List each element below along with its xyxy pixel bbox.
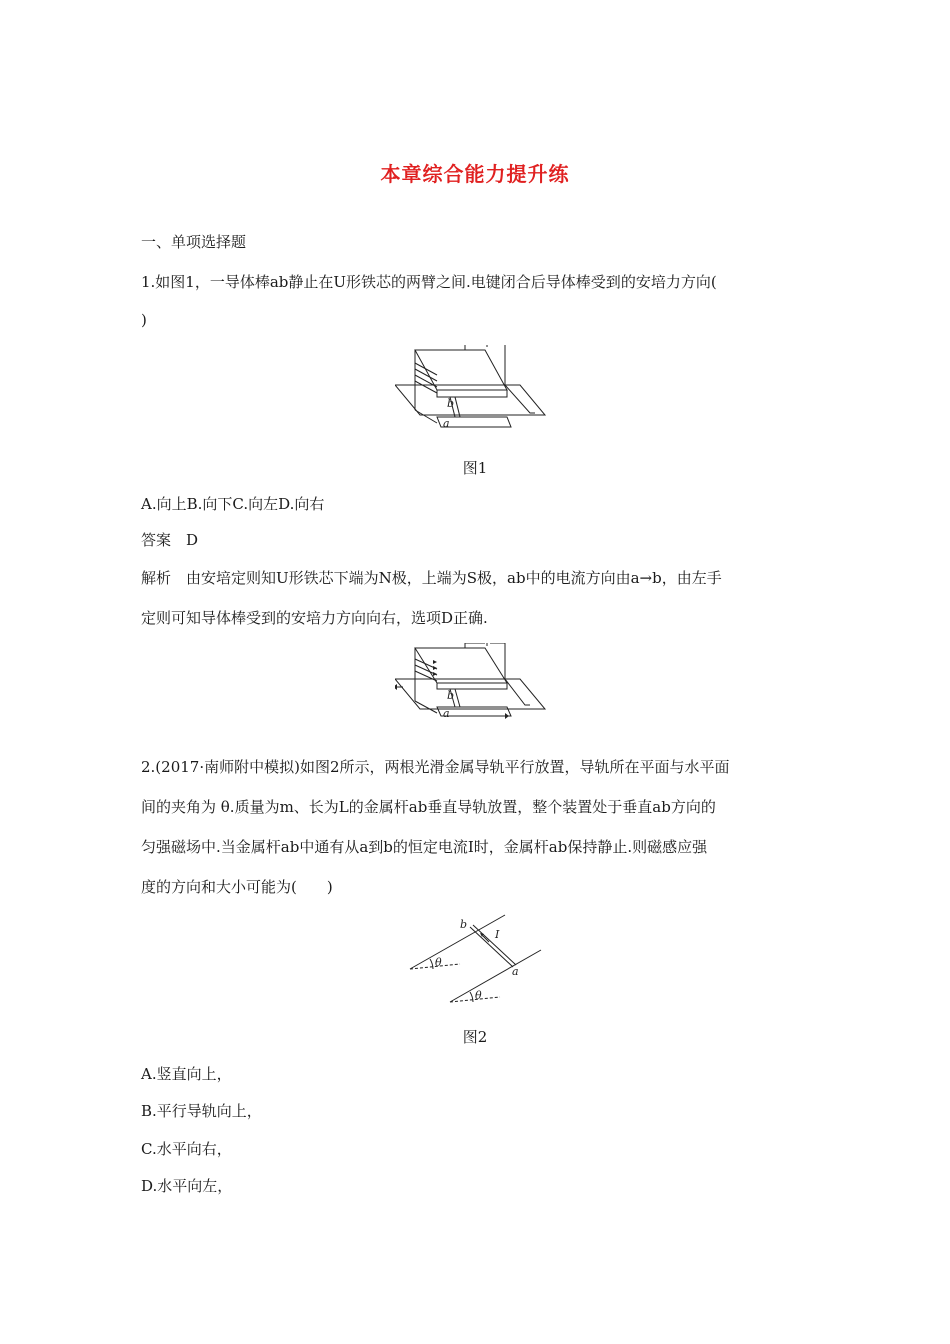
question-1-options: A.向上B.向下C.向左D.向右 (141, 495, 325, 513)
figure-2-incline-rails-diagram (405, 912, 550, 1007)
question-2-option-a: A.竖直向上， (141, 1065, 232, 1083)
question-2-text-line-4: 度的方向和大小可能为( ) (141, 878, 333, 896)
figure-1-analysis-diagram (395, 643, 555, 723)
figure-2-label-theta-1: θ (435, 956, 442, 969)
figure-2-label-b: b (460, 918, 468, 931)
figure-1-caption: 图1 (462, 459, 488, 477)
question-2-option-b: B.平行导轨向上， (141, 1102, 262, 1120)
question-2-text-line-2: 间的夹角为 θ.质量为m、长为L的金属杆ab垂直导轨放置，整个装置处于垂直ab方向的 (141, 798, 716, 816)
figure-2-label-theta-2: θ (475, 989, 482, 1002)
figure-1-label-b: b (447, 397, 455, 410)
figure-1-label-a: a (443, 417, 450, 430)
question-2-text-line-3: 匀强磁场中.当金属杆ab中通有从a到b的恒定电流I时，金属杆ab保持静止.则磁感应强 (141, 838, 708, 856)
question-1-answer: 答案 D (141, 531, 199, 549)
page-title: 本章综合能力提升练 (380, 162, 570, 186)
question-2-option-c: C.水平向右， (141, 1140, 232, 1158)
figure-2-label-a: a (512, 965, 519, 978)
question-1-analysis-line-1: 解析 由安培定则知U形铁芯下端为N极，上端为S极，ab中的电流方向由a→b，由左手 (141, 569, 722, 587)
figure-2-label-current: I (495, 928, 500, 941)
question-1-analysis-line-2: 定则可知导体棒受到的安培力方向向右，选项D正确. (141, 609, 488, 627)
question-2-text-line-1: 2.(2017·南师附中模拟)如图2所示，两根光滑金属导轨平行放置，导轨所在平面与水平面 (141, 758, 730, 776)
figure-1-u-core-diagram (395, 345, 555, 435)
question-1-text-line-2: ) (141, 311, 147, 329)
figure-1b-label-a: a (443, 707, 450, 720)
question-2-option-d: D.水平向左， (141, 1177, 233, 1195)
figure-2-caption: 图2 (462, 1028, 488, 1046)
section-heading: 一、单项选择题 (141, 233, 247, 251)
question-1-text-line-1: 1.如图1，一导体棒ab静止在U形铁芯的两臂之间.电键闭合后导体棒受到的安培力方向( (141, 273, 717, 291)
figure-1b-label-b: b (447, 689, 455, 702)
